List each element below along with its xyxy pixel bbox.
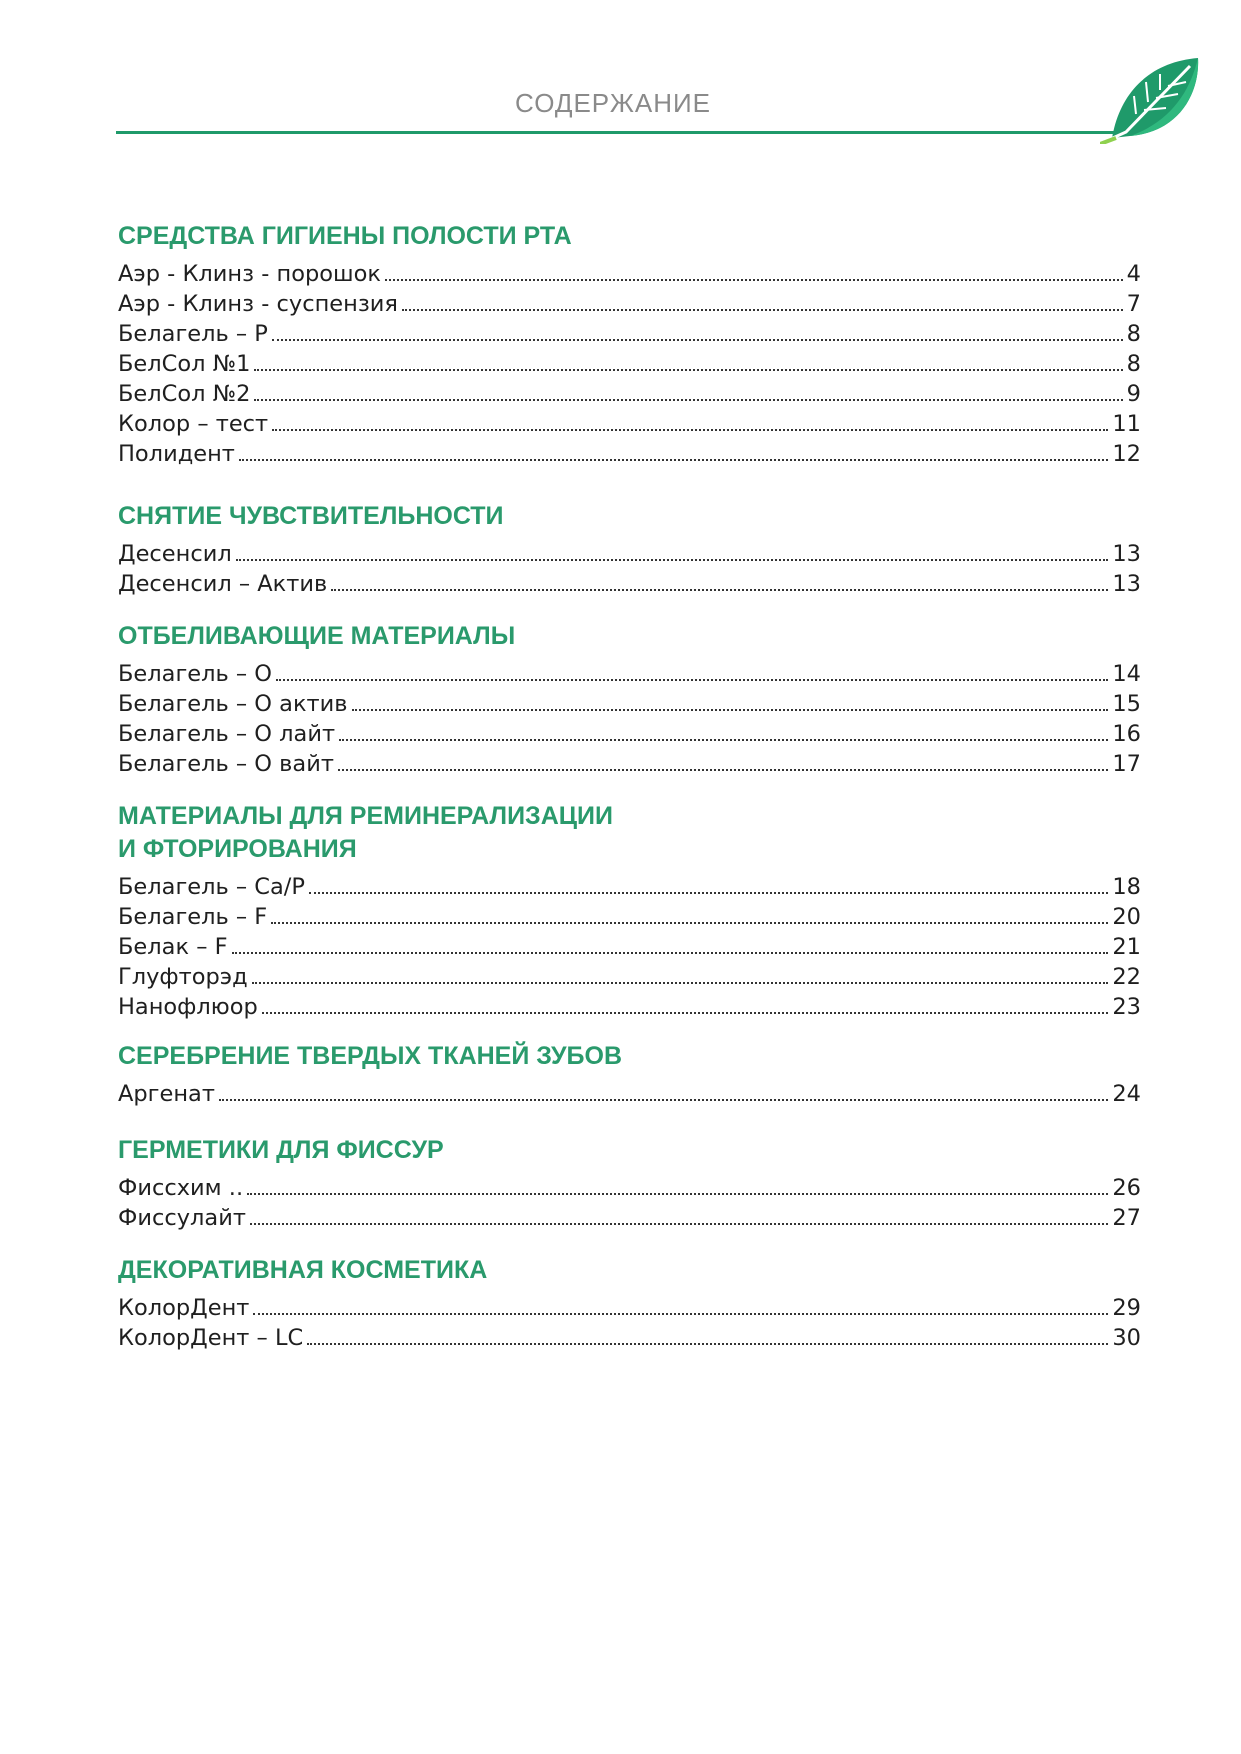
dot-leader (402, 309, 1123, 311)
toc-section-remineralization (118, 800, 1141, 1022)
entry-page-number: 27 (1112, 1205, 1141, 1231)
toc-entry[interactable] (118, 409, 1141, 439)
toc-entry[interactable] (118, 932, 1141, 962)
toc-entry[interactable] (118, 902, 1141, 932)
entry-name: КолорДент (118, 1295, 250, 1321)
entry-name: Аргенат (118, 1081, 215, 1107)
leaf-icon (1100, 52, 1210, 144)
toc-entry[interactable] (118, 872, 1141, 902)
section-title: ГЕРМЕТИКИ ДЛЯ ФИССУР (118, 1136, 444, 1164)
entry-name: Колор – тест (118, 411, 269, 437)
toc-entry[interactable] (118, 1323, 1141, 1353)
entry-page-number: 9 (1126, 381, 1141, 407)
section-title: СЕРЕБРЕНИЕ ТВЕРДЫХ ТКАНЕЙ ЗУБОВ (118, 1042, 623, 1070)
section-title: ДЕКОРАТИВНАЯ КОСМЕТИКА (118, 1256, 488, 1284)
entry-page-number: 14 (1112, 661, 1141, 687)
entry-page-number: 24 (1112, 1081, 1141, 1107)
dot-leader (252, 982, 1109, 984)
section-title: СНЯТИЕ ЧУВСТВИТЕЛЬНОСТИ (118, 502, 504, 530)
page-header (0, 0, 1241, 150)
entry-name: Белак – F (118, 934, 228, 960)
toc-section-sealants (118, 1134, 1141, 1233)
page-title: СОДЕРЖАНИЕ (514, 88, 711, 118)
dot-leader (338, 769, 1108, 771)
dot-leader (250, 1223, 1108, 1225)
toc-entry[interactable] (118, 349, 1141, 379)
entry-name: КолорДент – LC (118, 1325, 304, 1351)
entry-name: Фиссулайт (118, 1205, 246, 1231)
toc-entry[interactable] (118, 319, 1141, 349)
dot-leader (253, 1313, 1108, 1315)
toc-section-oral-hygiene (118, 220, 1141, 469)
entry-page-number: 30 (1112, 1325, 1141, 1351)
toc-entry[interactable] (118, 1173, 1141, 1203)
dot-leader (254, 399, 1122, 401)
entry-page-number: 13 (1112, 541, 1141, 567)
entry-page-number: 22 (1112, 964, 1141, 990)
toc-entry[interactable] (118, 259, 1141, 289)
toc-entry[interactable] (118, 439, 1141, 469)
entry-page-number: 29 (1112, 1295, 1141, 1321)
dot-leader (262, 1012, 1109, 1014)
toc-entry[interactable] (118, 1079, 1141, 1109)
toc-entry[interactable] (118, 1203, 1141, 1233)
toc-entry[interactable] (118, 539, 1141, 569)
entry-page-number: 11 (1112, 411, 1141, 437)
entry-page-number: 23 (1112, 994, 1141, 1020)
entry-page-number: 21 (1112, 934, 1141, 960)
toc-entry[interactable] (118, 719, 1141, 749)
toc-entry[interactable] (118, 1293, 1141, 1323)
toc-section-whitening (118, 620, 1141, 779)
entry-name: Полидент (118, 441, 235, 467)
dot-leader (254, 369, 1122, 371)
dot-leader (271, 922, 1108, 924)
header-divider (116, 131, 1121, 134)
entry-name: Десенсил – Актив (118, 571, 328, 597)
entry-page-number: 7 (1126, 291, 1141, 317)
dot-leader (239, 459, 1108, 461)
entry-name: Белагель – О лайт (118, 721, 336, 747)
entry-name: Белагель – Р (118, 321, 268, 347)
entry-page-number: 15 (1112, 691, 1141, 717)
entry-page-number: 16 (1112, 721, 1141, 747)
dot-leader (352, 709, 1109, 711)
toc-section-decorative (118, 1254, 1141, 1353)
entry-name: Глуфторэд (118, 964, 248, 990)
entry-name: Белагель – О (118, 661, 273, 687)
entry-name: БелСол №2 (118, 381, 251, 407)
entry-page-number: 4 (1126, 261, 1141, 287)
entry-name: Белагель – О вайт (118, 751, 334, 777)
dot-leader (232, 952, 1109, 954)
toc-entry[interactable] (118, 569, 1141, 599)
entry-name: Аэр - Клинз - суспензия (118, 291, 398, 317)
toc-entry[interactable] (118, 289, 1141, 319)
toc-entry[interactable] (118, 379, 1141, 409)
entry-page-number: 17 (1112, 751, 1141, 777)
entry-name: Десенсил (118, 541, 232, 567)
section-title: МАТЕРИАЛЫ ДЛЯ РЕМИНЕРАЛИЗАЦИИ И ФТОРИРОВАНИЯ (118, 802, 613, 863)
dot-leader (276, 679, 1108, 681)
dot-leader (307, 1343, 1108, 1345)
dot-leader (272, 429, 1108, 431)
entry-page-number: 18 (1112, 874, 1141, 900)
toc-entry[interactable] (118, 659, 1141, 689)
entry-page-number: 8 (1126, 351, 1141, 377)
dot-leader (272, 339, 1123, 341)
dot-leader (247, 1193, 1108, 1195)
entry-page-number: 20 (1112, 904, 1141, 930)
dot-leader (331, 589, 1108, 591)
toc-section-desensitization (118, 500, 1141, 599)
dot-leader (309, 892, 1108, 894)
toc-section-silvering (118, 1040, 1141, 1109)
dot-leader (339, 739, 1108, 741)
entry-name: Фиссхим .. (118, 1175, 244, 1201)
dot-leader (219, 1099, 1108, 1101)
toc-entry[interactable] (118, 749, 1141, 779)
entry-name: БелСол №1 (118, 351, 251, 377)
entry-name: Белагель – О актив (118, 691, 348, 717)
entry-page-number: 13 (1112, 571, 1141, 597)
entry-page-number: 8 (1126, 321, 1141, 347)
toc-entry[interactable] (118, 689, 1141, 719)
toc-entry[interactable] (118, 962, 1141, 992)
entry-page-number: 26 (1112, 1175, 1141, 1201)
section-title: ОТБЕЛИВАЮЩИЕ МАТЕРИАЛЫ (118, 622, 516, 650)
section-title: СРЕДСТВА ГИГИЕНЫ ПОЛОСТИ РТА (118, 222, 572, 250)
entry-name: Аэр - Клинз - порошок (118, 261, 381, 287)
dot-leader (385, 279, 1123, 281)
dot-leader (236, 559, 1109, 561)
entry-name: Белагель – Ca/P (118, 874, 305, 900)
entry-name: Белагель – F (118, 904, 268, 930)
entry-page-number: 12 (1112, 441, 1141, 467)
toc-entry[interactable] (118, 992, 1141, 1022)
entry-name: Нанофлюор (118, 994, 258, 1020)
